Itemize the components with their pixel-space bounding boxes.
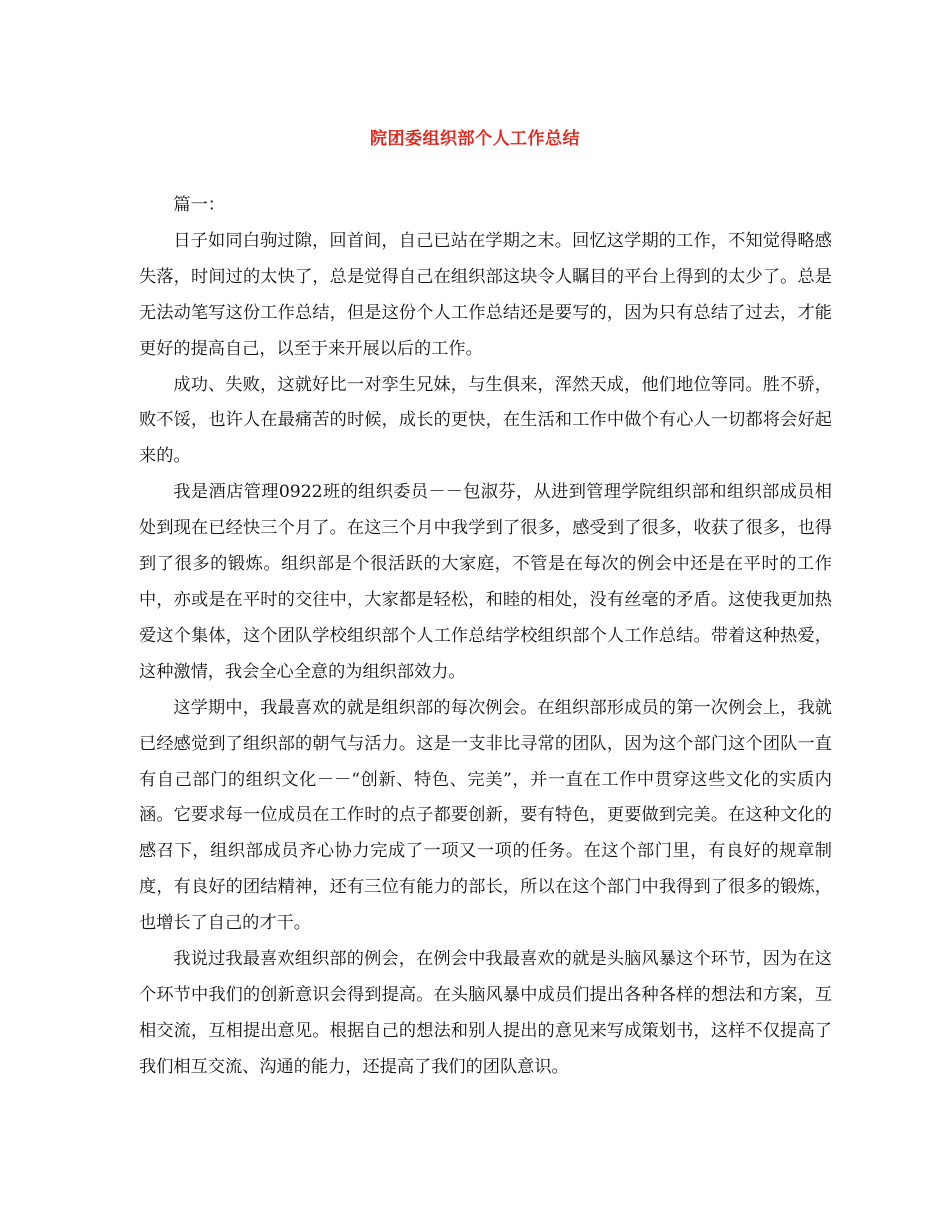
body-paragraph: 这学期中，我最喜欢的就是组织部的每次例会。在组织部形成员的第一次例会上，我就已经感觉到了组织部的朝气与活力。这是一支非比寻常的团队，因为这个部门这个团队一直有自己部门的组织文化－－“创新、特色、完美”，并一直在工作中贯穿这些文化的实质内涵。它要求每一位成员在工作时的点子都要创新，要有特色，更要做到完美。在这种文化的感召下，组织部成员齐心协力完成了一项又一项的任务。在这个部门里，有良好的规章制度，有良好的团结精神，还有三位有能力的部长，所以在这个部门中我得到了很多的锻炼，也增长了自己的才干。 — [139, 697, 832, 934]
section-label: 篇一： — [173, 195, 225, 215]
body-paragraph: 我是酒店管理0922班的组织委员－－包淑芬，从进到管理学院组织部和组织部成员相处到现在已经快三个月了。在这三个月中我学到了很多，感受到了很多，收获了很多，也得到了很多的锻炼。组织部是个很活跃的大家庭，不管是在每次的例会中还是在平时的工作中，亦或是在平时的交往中，大家都是轻松，和睦的相处，没有丝毫的矛盾。这使我更加热爱这个集体，这个团队学校组织部个人工作总结学校组织部个人工作总结。带着这种热爱，这种激情，我会全心全意的为组织部效力。 — [139, 482, 832, 682]
body-paragraph: 日子如同白驹过隙，回首间，自己已站在学期之末。回忆这学期的工作，不知觉得略感失落，时间过的太快了，总是觉得自己在组织部这块令人瞩目的平台上得到的太少了。总是无法动笔写这份工作总结，但是这份个人工作总结还是要写的，因为只有总结了过去，才能更好的提高自己，以至于来开展以后的工作。 — [139, 230, 832, 359]
document-body — [139, 188, 832, 1086]
page-title: 院团委组织部个人工作总结 — [370, 129, 580, 149]
body-paragraph: 成功、失败，这就好比一对孪生兄妹，与生俱来，浑然天成，他们地位等同。胜不骄，败不馁，也许人在最痛苦的时候，成长的更快，在生活和工作中做个有心人一切都将会好起来的。 — [139, 374, 832, 467]
body-paragraph: 我说过我最喜欢组织部的例会，在例会中我最喜欢的就是头脑风暴这个环节，因为在这个环节中我们的创新意识会得到提高。在头脑风暴中成员们提出各种各样的想法和方案，互相交流，互相提出意见。根据自己的想法和别人提出的意见来写成策划书，这样不仅提高了我们相互交流、沟通的能力，还提高了我们的团队意识。 — [139, 949, 832, 1077]
